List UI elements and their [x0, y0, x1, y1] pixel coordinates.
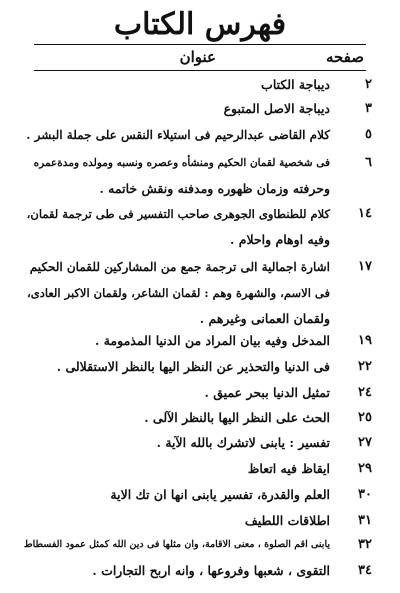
- entry-title-line: الحث على النظر اليها بالنظر الآلى .: [144, 410, 330, 425]
- entry-title: [22, 150, 330, 202]
- entry-title-line: تفسير : يابنى لاتشرك بالله الآية .: [156, 435, 330, 450]
- index-entry: [22, 328, 372, 354]
- entry-title-line: فى الدنيا والتحذير عن النظر اليها بالنظر الاستقلالى .: [56, 359, 330, 374]
- entry-page-number: ١٧: [358, 259, 372, 274]
- entry-title-line: تمثيل الدنيا ببحر عميق .: [204, 385, 330, 400]
- index-entry: [22, 482, 372, 508]
- index-entry: [22, 354, 372, 380]
- entry-title-line: فى الاسم، والشهرة وهم : لقمان الشاعر، ولقمان الاكبر العادى،: [27, 286, 330, 300]
- entry-title-line: اطلاقات اللطيف: [244, 513, 330, 528]
- entry-title: [22, 354, 330, 380]
- entry-title-line: ولقمان العمانى وغيرهم .: [199, 311, 330, 326]
- entry-title: [22, 122, 330, 148]
- entry-title: [22, 254, 330, 332]
- entry-page-number: ٢٩: [358, 461, 372, 476]
- entry-title: [22, 201, 330, 253]
- entry-page-number: ٢٢: [358, 359, 372, 374]
- entry-title-line: كلام القاضى عبدالرحيم فى استيلاء النقس على جملة البشر .: [26, 128, 330, 142]
- entry-title: [22, 558, 330, 584]
- entry-title: [22, 328, 330, 354]
- entry-title-line: كلام للطنطاوى الجوهرى صاحب التفسير فى طى ترجمة لقمان،: [26, 207, 330, 221]
- index-entry: [22, 201, 372, 253]
- entry-title-line: ديباجة الكتاب: [261, 77, 330, 92]
- entry-title: [22, 96, 330, 122]
- entry-title: [22, 456, 330, 482]
- entry-page-number: ٣٠: [358, 487, 372, 502]
- entry-title-line: وفيه اوهام واحلام .: [230, 232, 330, 247]
- entry-title-line: يابنى اقم الصلوة ، معنى الاقامة، وان مثلها فى دين الله كمثل عمود الفسطاط: [23, 539, 330, 550]
- entry-title-line: ديباجة الاصل المتبوع: [223, 101, 330, 116]
- index-entry: [22, 96, 372, 122]
- entry-title-line: اشارة اجمالية الى ترجمة جمع من المشاركين للقمان الحكيم: [29, 260, 330, 274]
- entry-title-line: التقوى ، شعبها وفروعها ، وانه اربح التجارات .: [92, 563, 330, 578]
- index-entry: [22, 405, 372, 431]
- entry-title-line: المدخل وفيه بيان المراد من الدنيا المذمومة .: [95, 333, 330, 348]
- page-title: فهرس الكتاب: [113, 7, 287, 42]
- entry-title: [22, 380, 330, 406]
- page-column-header: صفحه: [325, 48, 364, 66]
- entry-page-number: ٦: [365, 155, 372, 170]
- entry-page-number: ٥: [365, 127, 372, 142]
- entry-page-number: ١٩: [358, 333, 372, 348]
- entry-page-number: ٣: [365, 101, 372, 116]
- entry-title-line: فى شخصية لقمان الحكيم ومنشأه وعصره ونسبه ومولده ومدةعمره: [33, 157, 330, 169]
- entry-title-line: العلم والقدرة، تفسير يابنى انها ان تك الاية: [110, 487, 330, 502]
- entry-title: [22, 532, 330, 558]
- index-entry: [22, 456, 372, 482]
- entry-page-number: ٢٧: [358, 435, 372, 450]
- entry-title: [22, 72, 330, 98]
- entry-title-line: وحرفته وزمان ظهوره ومدفنه ونقش خاتمه .: [99, 181, 330, 196]
- entry-page-number: ٣١: [358, 513, 372, 528]
- entry-page-number: ٢٤: [358, 385, 372, 400]
- index-entry: [22, 430, 372, 456]
- entry-title: [22, 482, 330, 508]
- title-column-header: عنوان: [179, 48, 216, 66]
- entry-page-number: ٢: [365, 77, 372, 92]
- entry-page-number: ٢٥: [358, 410, 372, 425]
- index-entry: [22, 122, 372, 148]
- index-entry: [22, 508, 372, 534]
- entry-page-number: ١٤: [358, 206, 372, 221]
- entry-page-number: ٣٤: [358, 563, 372, 578]
- entry-page-number: ٣٢: [358, 537, 372, 552]
- index-entry: [22, 150, 372, 202]
- entry-title: [22, 405, 330, 431]
- index-entry: [22, 380, 372, 406]
- index-entry: [22, 254, 372, 332]
- entry-title: [22, 430, 330, 456]
- index-entry: [22, 72, 372, 98]
- entry-title: [22, 508, 330, 534]
- entry-title-line: ايقاظ فيه اتعاظ: [247, 461, 330, 476]
- index-entry: [22, 558, 372, 584]
- index-entry: [22, 532, 372, 558]
